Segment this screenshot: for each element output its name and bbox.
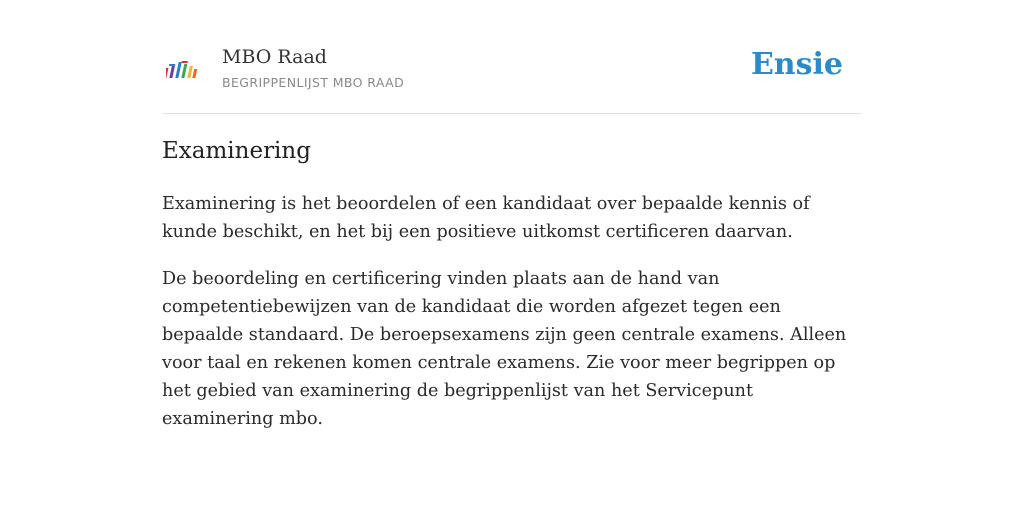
page — [162, 0, 862, 429]
glossary-subtitle[interactable]: BEGRIPPENLIJST MBO RAAD — [222, 75, 405, 90]
mbo-raad-logo-icon[interactable] — [166, 56, 202, 84]
article-body — [162, 190, 862, 452]
page-title: Examinering — [162, 138, 311, 164]
paragraph: De beoordeling en certificering vinden plaats aan de hand van competentiebewijzen van de kandidaat die worden afgezet tegen een bepaalde standaard. De beroepsexamens zijn geen centrale examens. Alleen voor taal en rekenen komen centrale examens. Zie voor meer begrippen op het gebied van examinering de begrippenlijst van het Servicepunt examinering mbo. — [162, 269, 847, 429]
organization-name[interactable]: MBO Raad — [222, 46, 327, 68]
paragraph: Examinering is het beoordelen of een kandidaat over bepaalde kennis of kunde beschikt, en het bij een positieve uitkomst certificeren daarvan. — [162, 194, 810, 242]
header — [162, 0, 862, 114]
ensie-brand-link[interactable]: Ensie — [750, 47, 843, 82]
